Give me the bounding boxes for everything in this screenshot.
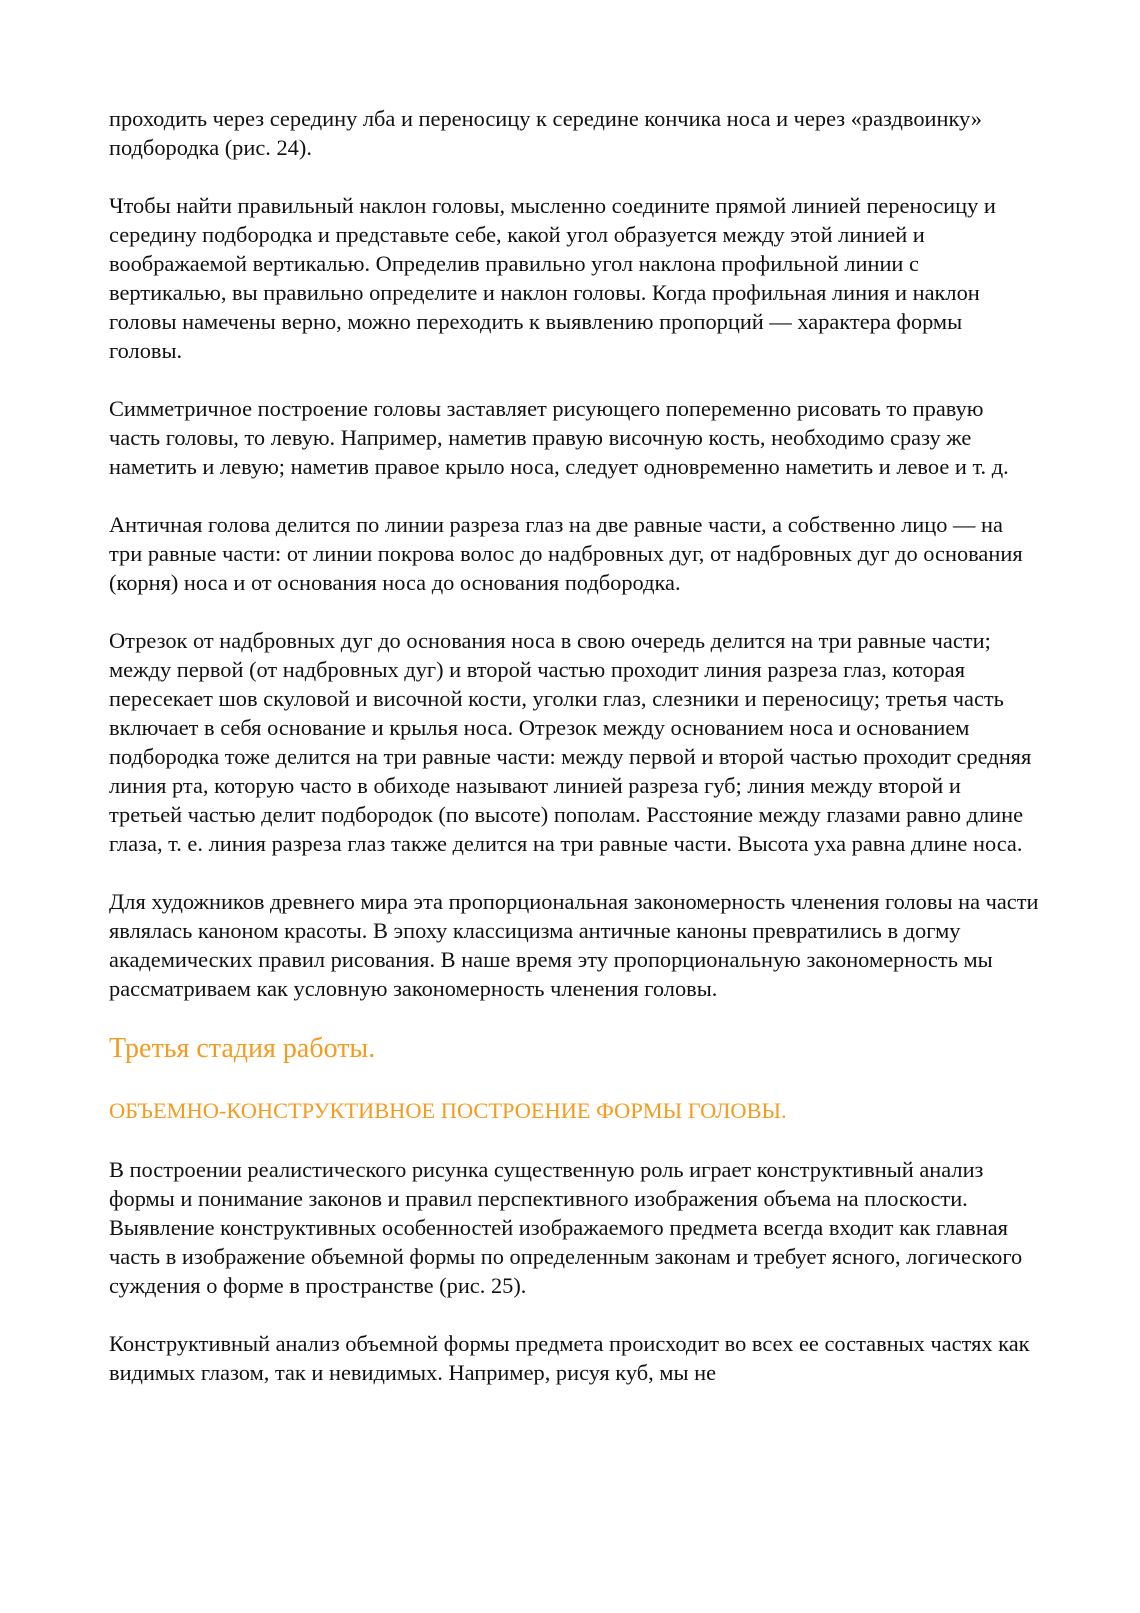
document-page bbox=[109, 104, 1039, 1416]
paragraph: Античная голова делится по линии разреза глаз на две равные части, а собственно лицо — на три равные части: от линии покрова волос до надбровных дуг, от надбровных дуг до основания (корня) носа и от основания носа до основания подбородка. bbox=[109, 512, 1023, 595]
paragraph: В построении реалистического рисунка существенную роль играет конструктивный анализ формы и понимание законов и правил перспективного изображения объема на плоскости. Выявление конструктивных особенностей изображаемого предмета всегда входит как главная часть в изображение объемной формы по определенным законам и требует ясного, логического суждения о форме в пространстве (рис. 25). bbox=[109, 1157, 1023, 1298]
paragraph: Отрезок от надбровных дуг до основания носа в свою очередь делится на три равные части; между первой (от надбровных дуг) и второй частью проходит линия разреза глаз, которая пересекает шов скуловой и височной кости, уголки глаз, слезники и переносицу; третья часть включает в себя основание и крылья носа. Отрезок между основанием носа и основанием подбородка тоже делится на три равные части: между первой и второй частью проходит средняя линия рта, которую часто в обиходе называют линией разреза губ; линия между второй и третьей частью делит подбородок (по высоте) пополам. Расстояние между глазами равно длине глаза, т. е. линия разреза глаз также делится на три равные части. Высота уха равна длине носа. bbox=[109, 628, 1032, 856]
paragraph: Для художников древнего мира эта пропорциональная закономерность членения головы на части являлась каноном красоты. В эпоху классицизма античные каноны превратились в догму академических правил рисования. В наше время эту пропорциональную закономерность мы рассматриваем как условную закономерность членения головы. bbox=[109, 889, 1039, 1001]
paragraph: проходить через середину лба и переносицу к середине кончика носа и через «раздвоинку» подбородка (рис. 24). bbox=[109, 106, 982, 160]
paragraph: Конструктивный анализ объемной формы предмета происходит во всех ее составных частях как видимых глазом, так и невидимых. Например, рисуя куб, мы не bbox=[109, 1331, 1030, 1385]
section-title: Третья стадия работы. bbox=[109, 1033, 376, 1064]
section-subtitle: ОБЪЕМНО-КОНСТРУКТИВНОЕ ПОСТРОЕНИЕ ФОРМЫ ГОЛОВЫ. bbox=[109, 1098, 787, 1123]
paragraph: Симметричное построение головы заставляет рисующего попеременно рисовать то правую часть головы, то левую. Например, наметив правую височную кость, необходимо сразу же наметить и левую; наметив правое крыло носа, следует одновременно наметить и левое и т. д. bbox=[109, 396, 1009, 479]
paragraph: Чтобы найти правильный наклон головы, мысленно соедините прямой линией переносицу и середину подбородка и представьте себе, какой угол образуется между этой линией и воображаемой вертикалью. Определив правильно угол наклона профильной линии с вертикалью, вы правильно определите и наклон головы. Когда профильная линия и наклон головы намечены верно, можно переходить к выявлению пропорций — характера формы головы. bbox=[109, 193, 996, 363]
